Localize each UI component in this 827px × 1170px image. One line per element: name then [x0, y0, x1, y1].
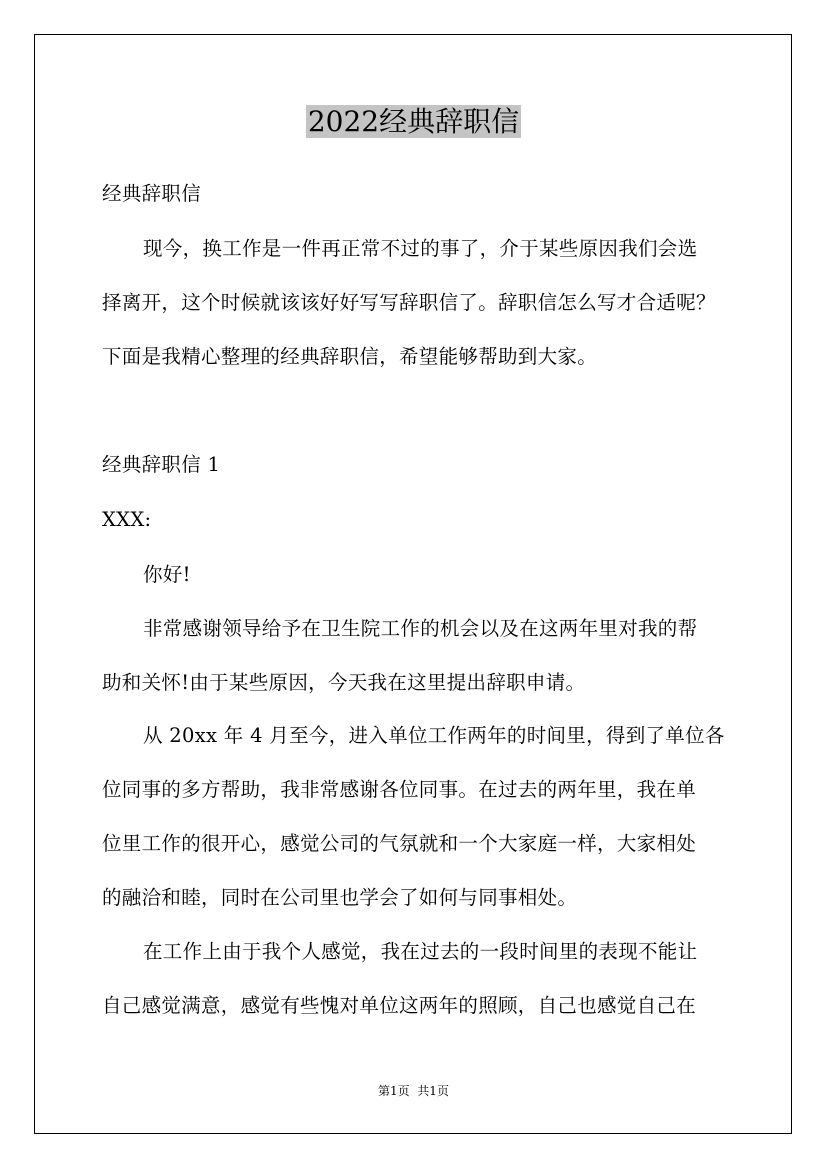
- greeting: 你好!: [143, 563, 191, 586]
- paragraph-2-line-4: 的融洽和睦，同时在公司里也学会了如何与同事相处。: [102, 886, 578, 909]
- paragraph-1-line-2: 助和关怀!由于某些原因，今天我在这里提出辞职申请。: [102, 671, 586, 694]
- intro-line-1: 现今，换工作是一件再正常不过的事了，介于某些原因我们会选: [143, 237, 698, 260]
- subtitle: 经典辞职信: [102, 182, 202, 205]
- letter-heading: 经典辞职信 1: [102, 453, 221, 476]
- paragraph-2-line-3: 位里工作的很开心，感觉公司的气氛就和一个大家庭一样，大家相处: [102, 832, 697, 855]
- paragraph-1-line-1: 非常感谢领导给予在卫生院工作的机会以及在这两年里对我的帮: [143, 617, 698, 640]
- intro-line-3: 下面是我精心整理的经典辞职信，希望能够帮助到大家。: [102, 345, 598, 368]
- paragraph-2-line-1: 从 20xx 年 4 月至今，进入单位工作两年的时间里，得到了单位各: [143, 724, 725, 747]
- paragraph-2-line-2: 位同事的多方帮助，我非常感谢各位同事。在过去的两年里，我在单: [102, 778, 697, 801]
- document-title-text: 2022经典辞职信: [307, 105, 520, 138]
- intro-line-2: 择离开，这个时候就该该好好写写辞职信了。辞职信怎么写才合适呢？: [102, 291, 716, 314]
- document-title: [0, 102, 827, 142]
- recipient: XXX:: [102, 508, 152, 531]
- paragraph-3-line-1: 在工作上由于我个人感觉，我在过去的一段时间里的表现不能让: [143, 940, 698, 963]
- page-footer: 第1页 共1页: [378, 1084, 449, 1098]
- paragraph-3-line-2: 自己感觉满意，感觉有些愧对单位这两年的照顾，自己也感觉自己在: [102, 994, 697, 1017]
